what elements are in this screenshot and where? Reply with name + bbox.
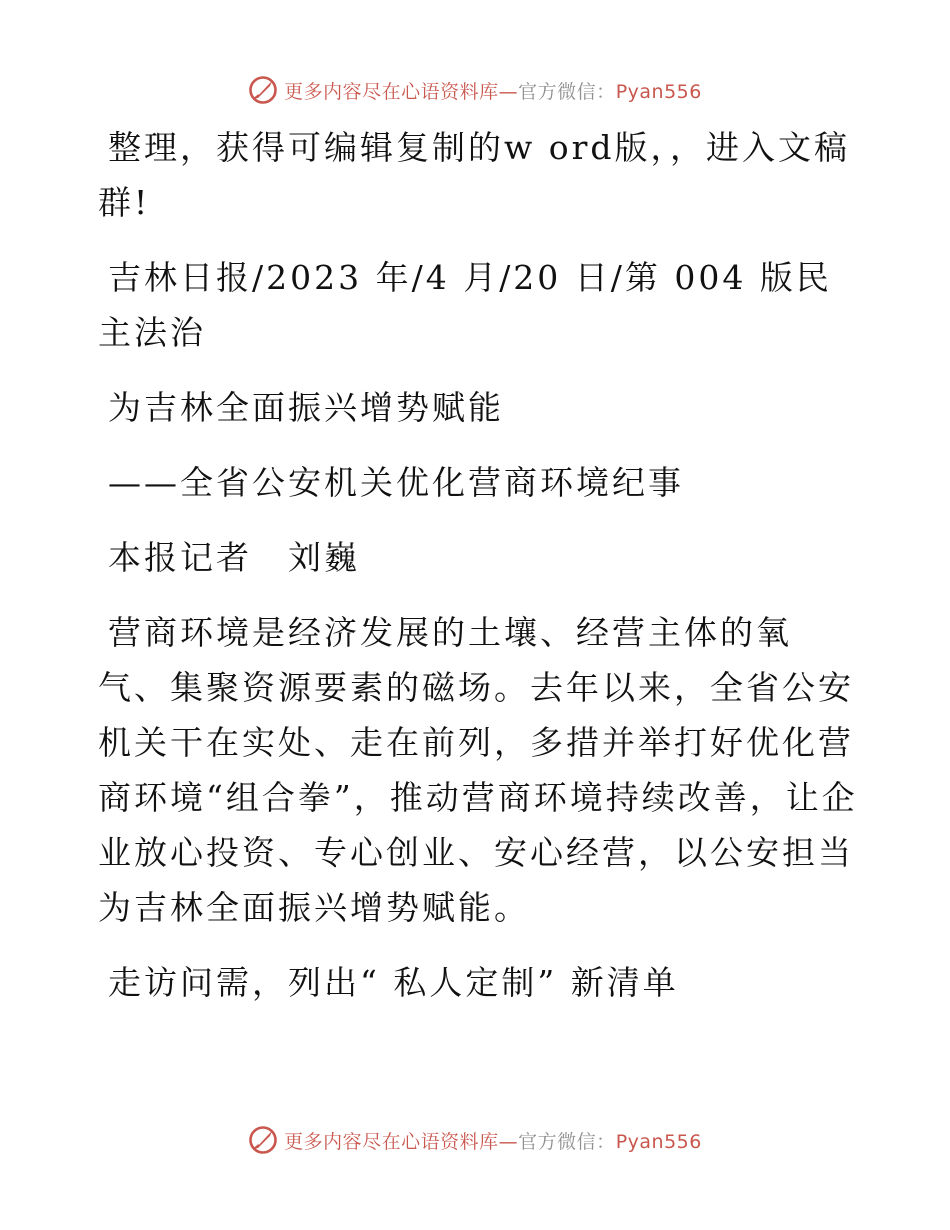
quill-pen-logo-icon [248,1125,278,1155]
watermark-site-text: 更多内容尽在心语资料库 [284,80,499,103]
byline: 本报记者 刘巍 [108,538,360,577]
section-heading: 走访问需，列出“ 私人定制” 新清单 [108,963,679,1002]
page-footer-watermark [0,1120,950,1160]
document-body [98,120,858,1030]
article-title: 为吉林全面振兴增势赋能 [108,388,504,427]
watermark-dash: — [498,1130,519,1153]
dateline: 吉林日报/2023 年/4 月/20 日/第 004 版民主法治 [98,258,832,352]
watermark-dash: — [498,80,519,103]
body-paragraph: 营商环境是经济发展的土壤、经营主体的氧气、集聚资源要素的磁场。去年以来，全省公安机关干在实处、走在前列，多措并举打好优化营商环境“组合拳”，推动营商环境持续改善，让企业放心投资、专心创业、安心经营，以公安担当为吉林全面振兴增势赋能。 [98,613,858,927]
watermark-label: 官方微信： [518,80,616,103]
watermark-text [284,1127,702,1154]
watermark-label: 官方微信： [518,1130,616,1153]
watermark-handle: Pyan556 [615,1130,702,1153]
page-header-watermark [0,70,950,110]
article-subtitle: ——全省公安机关优化营商环境纪事 [108,463,684,502]
watermark-handle: Pyan556 [615,80,702,103]
intro-paragraph: 整理，获得可编辑复制的w ord版，，进入文稿群! [98,128,851,222]
watermark-site-text: 更多内容尽在心语资料库 [284,1130,499,1153]
quill-pen-logo-icon [248,75,278,105]
watermark-text [284,77,702,104]
